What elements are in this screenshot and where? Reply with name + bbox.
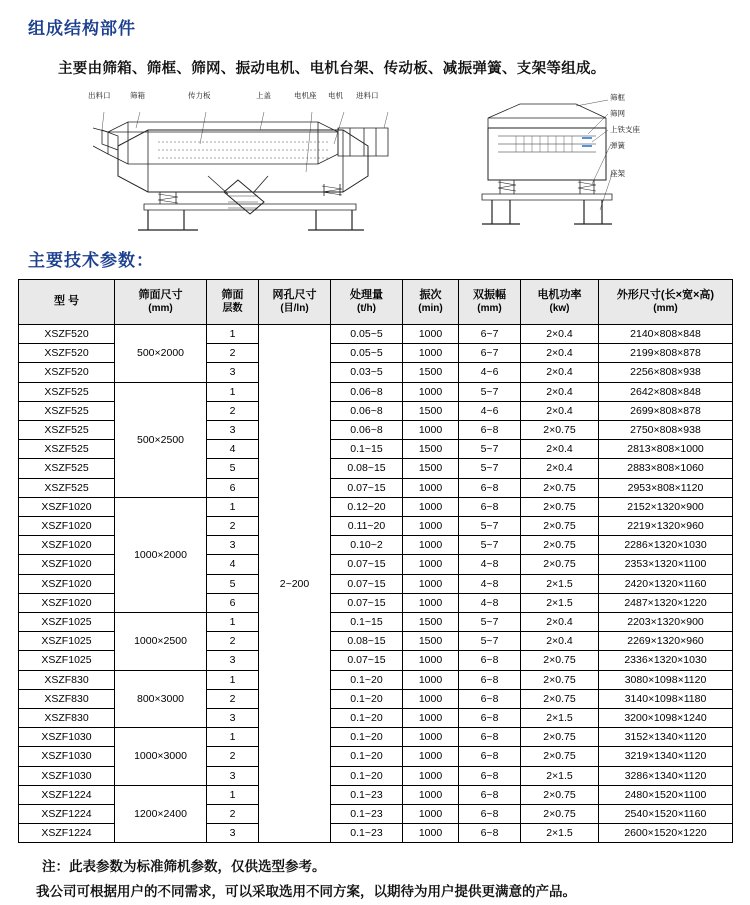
cell-frequency: 1000 [403,785,459,804]
cell-power: 2×0.75 [521,651,599,670]
cell-layers: 2 [207,689,259,708]
cell-capacity: 0.07~15 [331,478,403,497]
cell-frequency: 1000 [403,517,459,536]
cell-capacity: 0.08~15 [331,459,403,478]
cell-model: XSZF1020 [19,593,115,612]
cell-power: 2×1.5 [521,709,599,728]
cell-power: 2×0.75 [521,478,599,497]
cell-amplitude: 5~7 [459,613,521,632]
cell-frequency: 1000 [403,574,459,593]
document-page [0,14,750,904]
cell-layers: 1 [207,670,259,689]
cell-layers: 3 [207,536,259,555]
cell-amplitude: 4~8 [459,574,521,593]
cell-frequency: 1500 [403,440,459,459]
figure-right-drawing [458,84,678,234]
col-header-capacity [331,280,403,325]
cell-capacity: 0.11~20 [331,517,403,536]
cell-amplitude: 6~8 [459,497,521,516]
cell-dimension: 2152×1320×900 [599,497,733,516]
cell-frequency: 1000 [403,382,459,401]
col-header-power [521,280,599,325]
cell-model: XSZF525 [19,459,115,478]
cell-power: 2×0.4 [521,363,599,382]
cell-dimension: 3152×1340×1120 [599,728,733,747]
cell-capacity: 0.06~8 [331,401,403,420]
cell-amplitude: 6~8 [459,766,521,785]
cell-frequency: 1500 [403,459,459,478]
cell-dimension: 2600×1520×1220 [599,824,733,843]
cell-dimension: 3140×1098×1180 [599,689,733,708]
cell-frequency: 1000 [403,344,459,363]
col-header-amplitude [459,280,521,325]
figure-left-label-0: 出料口 [88,91,111,100]
cell-dimension: 2750×808×938 [599,421,733,440]
cell-capacity: 0.06~8 [331,382,403,401]
table-header-row [19,280,733,325]
col-header-frequency-sub: (min) [418,302,443,314]
cell-layers: 1 [207,497,259,516]
cell-frequency: 1000 [403,497,459,516]
cell-dimension: 2813×808×1000 [599,440,733,459]
cell-power: 2×0.75 [521,805,599,824]
cell-model: XSZF1020 [19,574,115,593]
cell-screen-size: 500×2000 [115,325,207,383]
figure-right-label-3: 弹簧 [610,141,625,150]
cell-layers: 3 [207,651,259,670]
col-header-screen-size-sub: (mm) [148,302,173,314]
cell-capacity: 0.05~5 [331,325,403,344]
col-header-amplitude-main: 双振幅 [473,288,506,301]
cell-screen-size: 1000×2500 [115,613,207,671]
cell-power: 2×0.75 [521,785,599,804]
cell-power: 2×1.5 [521,824,599,843]
cell-dimension: 2199×808×878 [599,344,733,363]
cell-dimension: 3080×1098×1120 [599,670,733,689]
cell-layers: 2 [207,517,259,536]
cell-power: 2×0.4 [521,401,599,420]
cell-amplitude: 6~8 [459,805,521,824]
cell-capacity: 0.07~15 [331,574,403,593]
cell-capacity: 0.08~15 [331,632,403,651]
cell-dimension: 2699×808×878 [599,401,733,420]
cell-screen-size: 500×2500 [115,382,207,497]
cell-model: XSZF520 [19,325,115,344]
cell-capacity: 0.06~8 [331,421,403,440]
col-header-dimension [599,280,733,325]
cell-amplitude: 6~8 [459,824,521,843]
cell-layers: 2 [207,344,259,363]
figure-screen-machine-side [88,84,408,234]
cell-amplitude: 5~7 [459,536,521,555]
cell-model: XSZF1025 [19,651,115,670]
cell-frequency: 1000 [403,728,459,747]
cell-dimension: 2203×1320×900 [599,613,733,632]
cell-dimension: 2540×1520×1160 [599,805,733,824]
cell-amplitude: 4~6 [459,401,521,420]
col-header-layers-sub: 层数 [222,302,243,314]
cell-capacity: 0.1~20 [331,670,403,689]
figure-left-label-6: 进料口 [356,91,379,100]
col-header-power-sub: (kw) [549,302,570,314]
cell-power: 2×0.4 [521,344,599,363]
cell-capacity: 0.07~15 [331,555,403,574]
cell-power: 2×0.4 [521,382,599,401]
cell-layers: 4 [207,440,259,459]
cell-layers: 6 [207,593,259,612]
table-row [19,497,733,516]
cell-dimension: 2140×808×848 [599,325,733,344]
figures-area [18,84,732,234]
cell-dimension: 2420×1320×1160 [599,574,733,593]
cell-model: XSZF1224 [19,785,115,804]
cell-layers: 3 [207,363,259,382]
cell-capacity: 0.1~15 [331,440,403,459]
cell-dimension: 2480×1520×1100 [599,785,733,804]
table-row [19,325,733,344]
col-header-capacity-main: 处理量 [350,288,383,301]
cell-model: XSZF525 [19,440,115,459]
cell-amplitude: 6~8 [459,709,521,728]
cell-model: XSZF520 [19,363,115,382]
cell-model: XSZF1020 [19,555,115,574]
cell-model: XSZF1020 [19,497,115,516]
cell-layers: 3 [207,421,259,440]
cell-layers: 6 [207,478,259,497]
col-header-mesh [259,280,331,325]
cell-dimension: 2642×808×848 [599,382,733,401]
cell-frequency: 1000 [403,478,459,497]
cell-amplitude: 4~6 [459,363,521,382]
cell-capacity: 0.07~15 [331,651,403,670]
cell-dimension: 2487×1320×1220 [599,593,733,612]
cell-screen-size: 1000×3000 [115,728,207,786]
cell-model: XSZF1030 [19,766,115,785]
col-header-dimension-sub: (mm) [653,302,678,314]
cell-power: 2×0.4 [521,440,599,459]
cell-power: 2×0.4 [521,613,599,632]
cell-model: XSZF1025 [19,632,115,651]
figure-left-label-1: 筛箱 [130,91,145,100]
cell-capacity: 0.1~20 [331,766,403,785]
cell-layers: 2 [207,805,259,824]
cell-frequency: 1500 [403,613,459,632]
cell-amplitude: 6~8 [459,421,521,440]
cell-amplitude: 4~8 [459,593,521,612]
col-header-frequency-main: 振次 [419,288,442,301]
cell-model: XSZF830 [19,670,115,689]
figure-right-label-2: 上铁支座 [610,125,640,134]
intro-paragraph: 主要由筛箱、筛框、筛网、振动电机、电机台架、传动板、减振弹簧、支架等组成。 [58,61,606,77]
cell-frequency: 1000 [403,651,459,670]
cell-capacity: 0.12~20 [331,497,403,516]
cell-dimension: 2883×808×1060 [599,459,733,478]
cell-amplitude: 6~8 [459,670,521,689]
cell-frequency: 1000 [403,421,459,440]
cell-layers: 5 [207,574,259,593]
cell-capacity: 0.07~15 [331,593,403,612]
table-row [19,728,733,747]
cell-amplitude: 6~8 [459,478,521,497]
cell-model: XSZF525 [19,478,115,497]
cell-capacity: 0.1~20 [331,728,403,747]
cell-screen-size: 1200×2400 [115,785,207,843]
cell-capacity: 0.1~23 [331,785,403,804]
cell-mesh-size: 2~200 [259,325,331,843]
cell-dimension: 3286×1340×1120 [599,766,733,785]
cell-power: 2×0.75 [521,536,599,555]
cell-amplitude: 6~8 [459,728,521,747]
cell-amplitude: 6~8 [459,785,521,804]
col-header-mesh-sub: (目/ln) [280,302,309,314]
cell-capacity: 0.10~2 [331,536,403,555]
cell-model: XSZF525 [19,421,115,440]
cell-amplitude: 6~7 [459,325,521,344]
cell-model: XSZF1020 [19,517,115,536]
section-heading-parameters: 主要技术参数： [28,251,154,270]
spec-table [18,279,733,843]
note-line-2: 我公司可根据用户的不同需求，可以采取选用不同方案，以期待为用户提供更满意的产品。 [36,884,576,900]
cell-capacity: 0.05~5 [331,344,403,363]
cell-frequency: 1000 [403,824,459,843]
cell-amplitude: 5~7 [459,440,521,459]
cell-layers: 1 [207,325,259,344]
col-header-dimension-main: 外形尺寸(长×宽×高) [616,288,715,301]
figure-right-label-1: 筛网 [610,109,625,118]
cell-model: XSZF1025 [19,613,115,632]
cell-amplitude: 6~7 [459,344,521,363]
cell-model: XSZF1030 [19,747,115,766]
figure-left-label-4: 电机座 [294,91,317,100]
cell-power: 2×0.75 [521,517,599,536]
col-header-layers-main: 筛面 [221,288,244,301]
cell-amplitude: 5~7 [459,632,521,651]
cell-frequency: 1500 [403,401,459,420]
cell-power: 2×0.4 [521,632,599,651]
cell-power: 2×0.75 [521,670,599,689]
col-header-model-main: 型 号 [53,295,80,308]
cell-capacity: 0.1~20 [331,689,403,708]
cell-power: 2×1.5 [521,766,599,785]
cell-amplitude: 5~7 [459,517,521,536]
cell-frequency: 1000 [403,593,459,612]
cell-amplitude: 5~7 [459,459,521,478]
cell-layers: 3 [207,824,259,843]
cell-frequency: 1000 [403,766,459,785]
col-header-screen-size [115,280,207,325]
cell-frequency: 1000 [403,555,459,574]
cell-amplitude: 4~8 [459,555,521,574]
cell-capacity: 0.1~20 [331,709,403,728]
cell-screen-size: 1000×2000 [115,497,207,612]
figure-right-label-0: 筛框 [610,93,625,102]
cell-capacity: 0.1~23 [331,824,403,843]
cell-frequency: 1000 [403,325,459,344]
col-header-frequency [403,280,459,325]
cell-model: XSZF830 [19,709,115,728]
cell-amplitude: 6~8 [459,651,521,670]
cell-model: XSZF525 [19,401,115,420]
footer-notes [36,855,732,905]
cell-layers: 3 [207,766,259,785]
spec-table-body [19,325,733,843]
figure-left-label-5: 电机 [328,91,343,100]
cell-capacity: 0.1~20 [331,747,403,766]
cell-layers: 1 [207,613,259,632]
cell-layers: 4 [207,555,259,574]
cell-model: XSZF1030 [19,728,115,747]
cell-capacity: 0.03~5 [331,363,403,382]
cell-model: XSZF525 [19,382,115,401]
cell-amplitude: 6~8 [459,689,521,708]
cell-dimension: 2336×1320×1030 [599,651,733,670]
figure-left-label-3: 上盖 [256,91,271,100]
cell-dimension: 2256×808×938 [599,363,733,382]
cell-frequency: 1000 [403,536,459,555]
cell-screen-size: 800×3000 [115,670,207,728]
col-header-mesh-main: 网孔尺寸 [272,288,317,301]
cell-capacity: 0.1~23 [331,805,403,824]
cell-power: 2×0.75 [521,555,599,574]
cell-model: XSZF830 [19,689,115,708]
cell-model: XSZF520 [19,344,115,363]
cell-capacity: 0.1~15 [331,613,403,632]
figure-left-label-2: 传力板 [188,91,211,100]
cell-frequency: 1000 [403,805,459,824]
cell-frequency: 1000 [403,670,459,689]
cell-model: XSZF1224 [19,824,115,843]
cell-power: 2×0.4 [521,459,599,478]
cell-layers: 2 [207,632,259,651]
col-header-amplitude-sub: (mm) [477,302,502,314]
col-header-power-main: 电机功率 [537,288,582,301]
cell-dimension: 3200×1098×1240 [599,709,733,728]
col-header-layers [207,280,259,325]
cell-model: XSZF1020 [19,536,115,555]
section-heading-structure: 组成结构部件 [28,19,136,38]
table-row [19,785,733,804]
cell-layers: 5 [207,459,259,478]
cell-layers: 2 [207,401,259,420]
cell-layers: 2 [207,747,259,766]
col-header-screen-size-main: 筛面尺寸 [138,288,183,301]
cell-layers: 1 [207,785,259,804]
cell-frequency: 1500 [403,363,459,382]
cell-frequency: 1000 [403,747,459,766]
col-header-model [19,280,115,325]
figure-screen-machine-front [458,84,678,234]
table-row [19,613,733,632]
cell-power: 2×0.4 [521,325,599,344]
table-row [19,382,733,401]
cell-dimension: 2219×1320×960 [599,517,733,536]
cell-power: 2×0.75 [521,689,599,708]
cell-power: 2×1.5 [521,574,599,593]
cell-layers: 1 [207,382,259,401]
cell-frequency: 1000 [403,689,459,708]
cell-power: 2×0.75 [521,747,599,766]
cell-frequency: 1000 [403,709,459,728]
cell-power: 2×1.5 [521,593,599,612]
cell-dimension: 3219×1340×1120 [599,747,733,766]
col-header-capacity-sub: (t/h) [357,302,376,314]
cell-power: 2×0.75 [521,497,599,516]
figure-left-drawing [88,84,408,234]
cell-dimension: 2269×1320×960 [599,632,733,651]
cell-frequency: 1500 [403,632,459,651]
cell-dimension: 2353×1320×1100 [599,555,733,574]
cell-layers: 1 [207,728,259,747]
cell-dimension: 2286×1320×1030 [599,536,733,555]
figure-right-label-4: 座架 [610,169,625,178]
cell-dimension: 2953×808×1120 [599,478,733,497]
cell-power: 2×0.75 [521,421,599,440]
cell-power: 2×0.75 [521,728,599,747]
cell-amplitude: 5~7 [459,382,521,401]
note-line-1: 注：此表参数为标准筛机参数，仅供选型参考。 [42,859,326,875]
cell-layers: 3 [207,709,259,728]
table-row [19,670,733,689]
cell-amplitude: 6~8 [459,747,521,766]
cell-model: XSZF1224 [19,805,115,824]
